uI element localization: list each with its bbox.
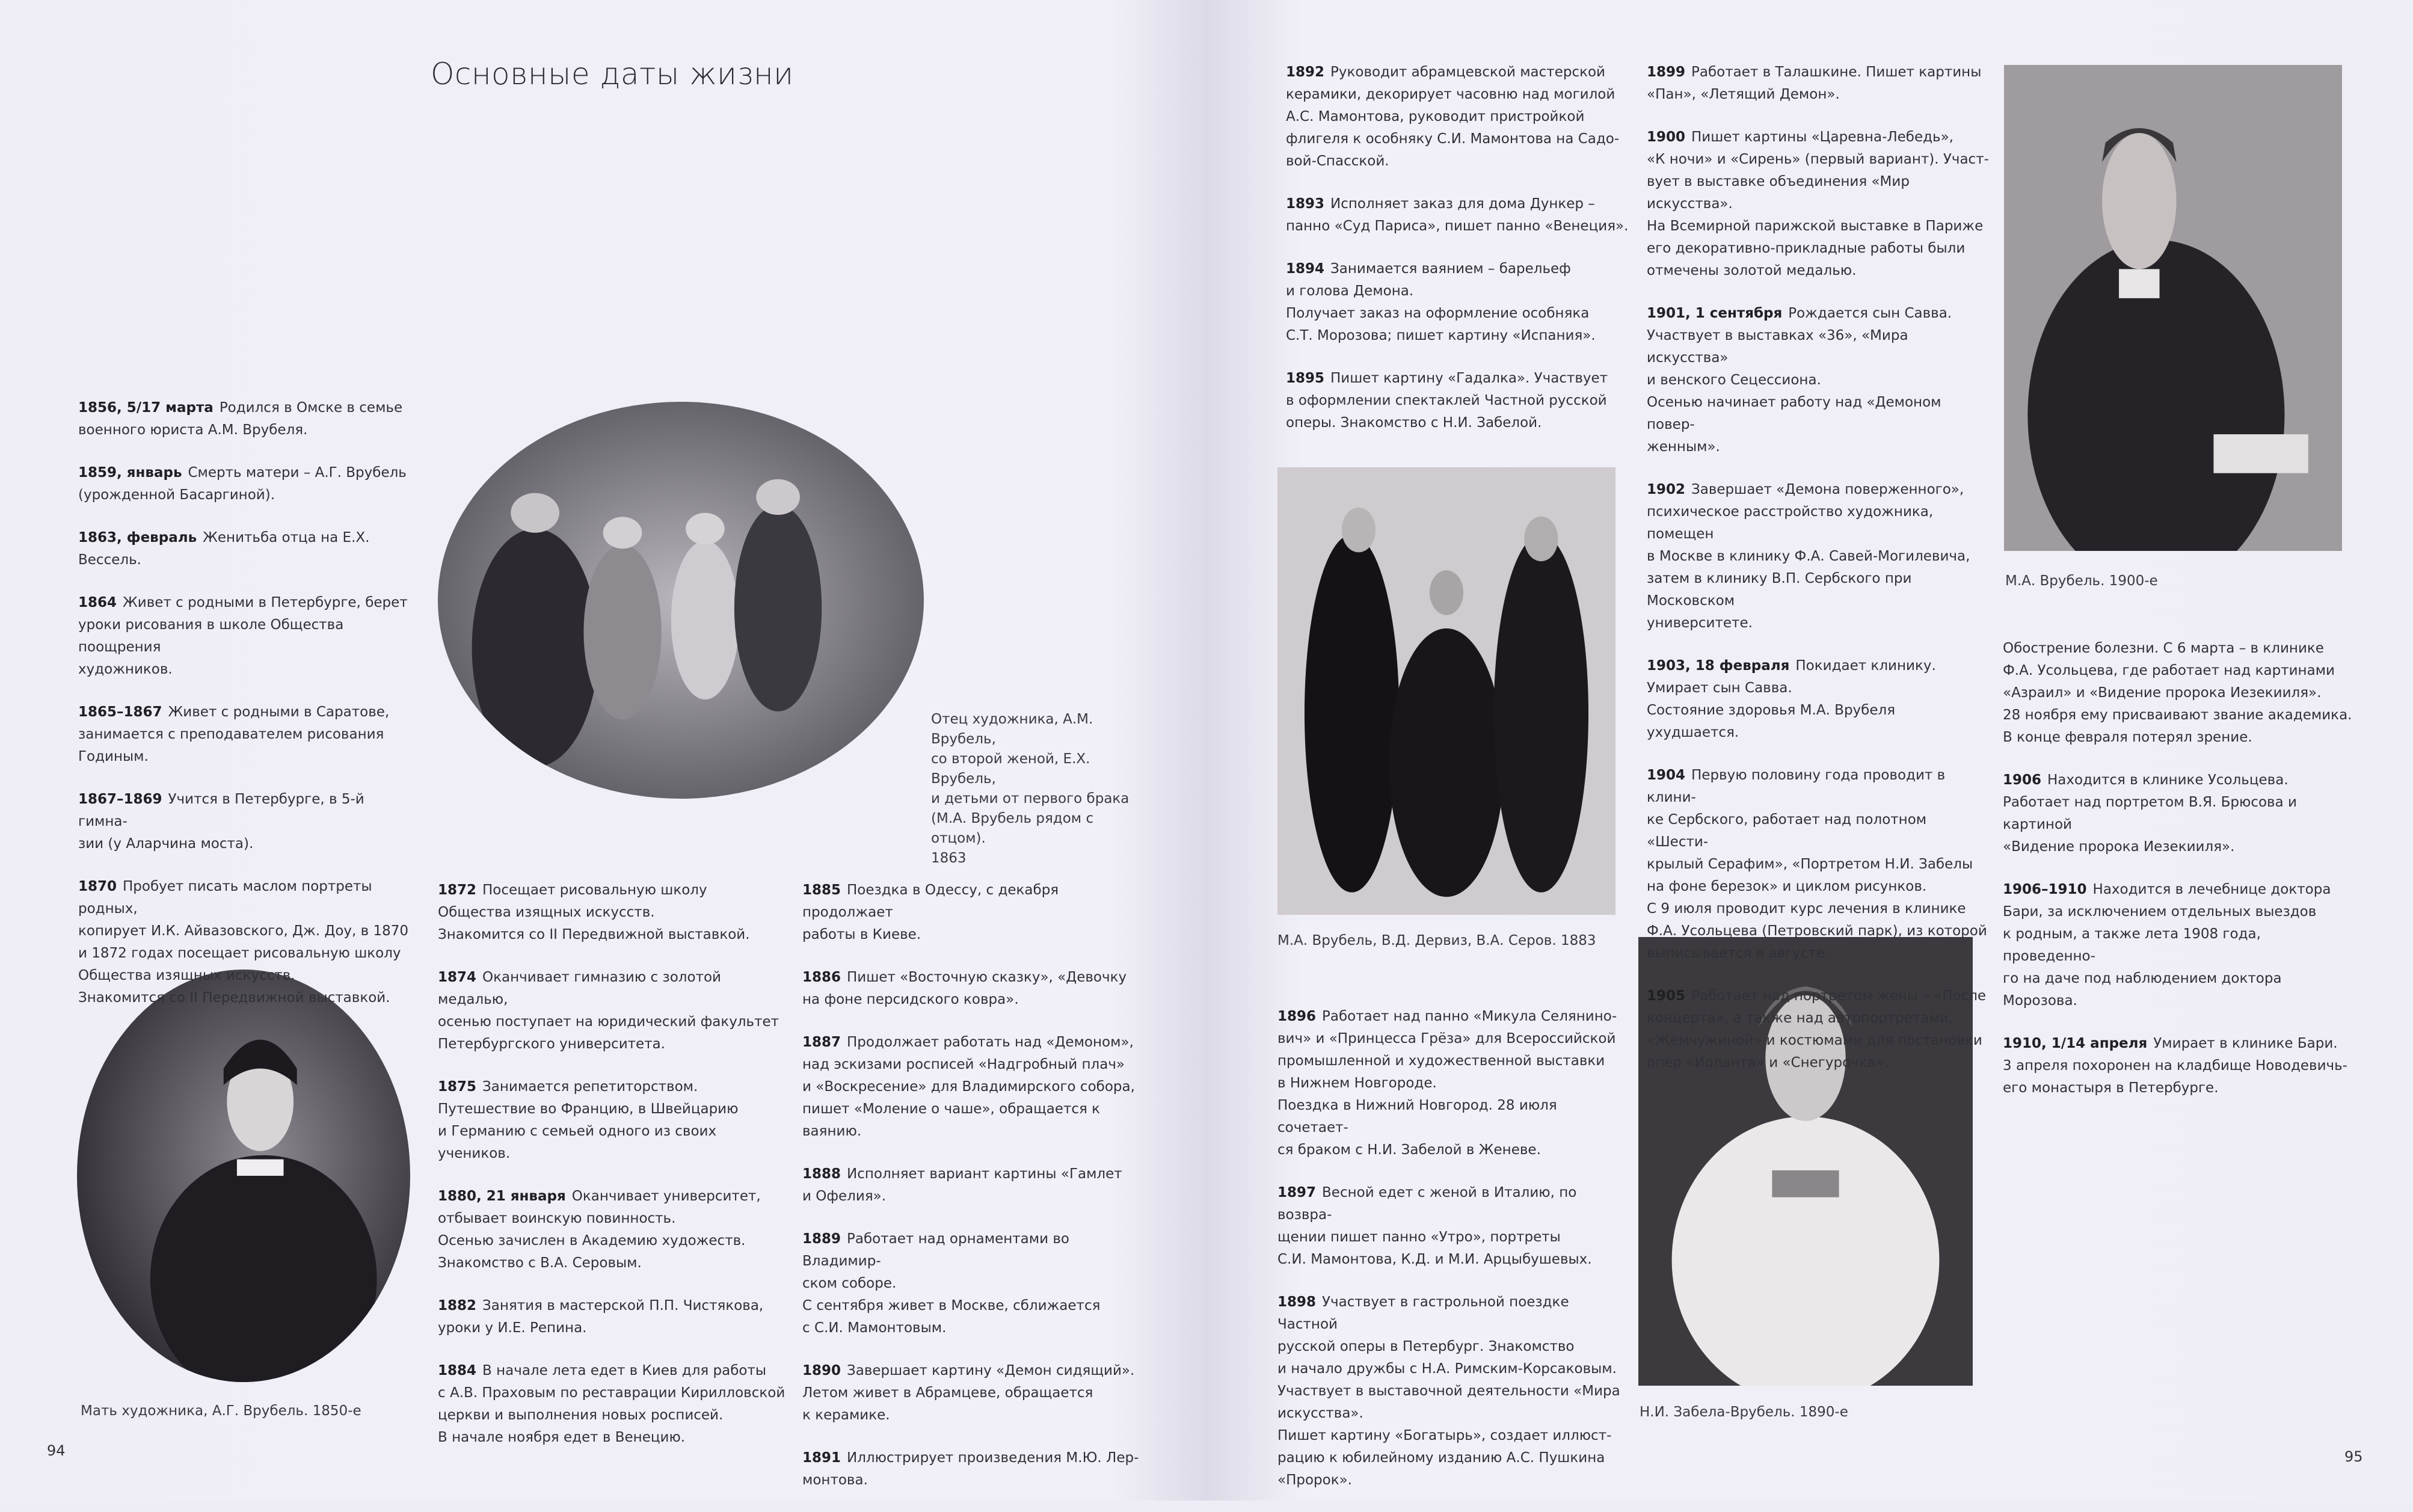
entry-text: Продолжает работать над «Демоном», над эскизами росписей «Надгробный плач» и «Воскресение» для Владимирского собора, пишет «Моление о чаше», обращается к ваянию. <box>802 1034 1135 1139</box>
timeline-entry <box>1647 655 1990 744</box>
entry-year: 1892 <box>1286 64 1325 80</box>
timeline-entry <box>78 527 415 571</box>
entry-year: 1902 <box>1647 482 1686 497</box>
entry-text: Находится в лечебнице доктора Бари, за исключением отдельных выездов к родным, а также лета 1908 года, проведенно- го на даче под наблюдением доктора Морозова. <box>2003 882 2331 1009</box>
entry-year: 1895 <box>1286 370 1325 386</box>
entry-year: 1894 <box>1286 261 1325 277</box>
entry-text: Работает над панно «Микула Селянино- вич» и «Принцесса Грёза» для Всероссийской промышленной и художественной выставки в Нижнем Новгороде. Поездка в Нижний Новгород. 28 июля сочетает- ся браком с Н.И. Забелой в Женеве. <box>1277 1009 1617 1158</box>
timeline-entry <box>2003 1033 2358 1099</box>
page-number-left: 94 <box>47 1442 66 1459</box>
entry-year: 1875 <box>438 1079 477 1095</box>
entry-text: Живет с родными в Петербурге, берет уроки рисования в школе Общества поощрения художников. <box>78 595 408 677</box>
family-photo <box>438 402 924 799</box>
entry-year: 1897 <box>1277 1185 1317 1200</box>
timeline-entry <box>1647 126 1990 282</box>
entry-text: Занимается ваянием – барельеф и голова Демона. Получает заказ на оформление особняка С.Т. Морозова; пишет картину «Испания». <box>1286 261 1596 343</box>
entry-year: 1884 <box>438 1363 477 1378</box>
entry-year: 1898 <box>1277 1294 1317 1310</box>
timeline-entry <box>78 462 415 506</box>
entry-text: Смерть матери – А.Г. Врубель (урожденной Басаргиной). <box>78 465 407 503</box>
timeline-entry <box>802 1447 1151 1492</box>
timeline-entry <box>1286 193 1635 238</box>
entry-text: Завершает картину «Демон сидящий». Летом живет в Абрамцеве, обращается к керамике. <box>802 1363 1135 1423</box>
entry-year: 1864 <box>78 595 117 610</box>
column-5 <box>1277 1006 1626 1512</box>
entry-year: 1874 <box>438 970 477 985</box>
timeline-entry <box>2003 879 2358 1012</box>
entry-year: 1867–1869 <box>78 791 162 807</box>
entry-year: 1886 <box>802 970 841 985</box>
timeline-entry <box>438 967 787 1056</box>
entry-year: 1910, 1/14 апреля <box>2003 1036 2148 1051</box>
timeline-entry <box>438 1076 787 1165</box>
timeline-entry <box>2003 769 2358 858</box>
entry-year: 1882 <box>438 1298 477 1314</box>
timeline-entry <box>78 592 415 681</box>
column-4 <box>1286 61 1635 455</box>
page-number-right: 95 <box>2344 1448 2363 1465</box>
timeline-entry <box>438 1295 787 1339</box>
timeline-entry <box>438 1360 787 1449</box>
entry-text: Исполняет вариант картины «Гамлет и Офелия». <box>802 1166 1122 1204</box>
timeline-entry <box>1647 764 1990 965</box>
entry-text: Занимается репетиторством. Путешествие во Францию, в Швейцарию и Германию с семьей одного из своих учеников. <box>438 1079 739 1161</box>
entry-text: Участвует в гастрольной поездке Частной русской оперы в Петербург. Знакомство и начало дружбы с Н.А. Римским-Корсаковым. Участвует в выставочной деятельности «Мира искусства». Пишет картину «Богатырь», создает иллюст- рацию к юбилейному изданию А.С. Пушкина «Пророк». <box>1277 1294 1620 1488</box>
timeline-entry <box>78 876 415 1009</box>
entry-year: 1872 <box>438 882 477 898</box>
timeline-entry <box>1647 61 1990 106</box>
timeline-entry <box>802 967 1151 1011</box>
entry-text: Занятия в мастерской П.П. Чистякова, уроки у И.Е. Репина. <box>438 1298 764 1336</box>
zabela-photo-caption: Н.И. Забела-Врубель. 1890-е <box>1640 1404 1848 1420</box>
entry-text: Пишет картину «Гадалка». Участвует в оформлении спектаклей Частной русской оперы. Знакомство с Н.И. Забелой. <box>1286 370 1608 431</box>
entry-year: 1896 <box>1277 1009 1317 1024</box>
entry-year: 1890 <box>802 1363 841 1378</box>
entry-text: Работает над портретом жены – «После концерта», а также над автопортретами, «Жемчужиной» и костюмами для постановки опер «Иоланта» и «Снегурочка». <box>1647 988 1987 1071</box>
timeline-entry <box>1277 1006 1626 1161</box>
vrubel-photo <box>2004 65 2342 551</box>
entry-text: Находится в клинике Усольцева. Работает над портретом В.Я. Брюсова и картиной «Видение пророка Иезекииля». <box>2003 772 2297 855</box>
timeline-entry <box>78 788 415 855</box>
entry-year: 1865–1867 <box>78 704 162 720</box>
entry-year: 1893 <box>1286 196 1325 212</box>
entry-year: 1906 <box>2003 772 2042 788</box>
entry-text: Покидает клинику. Умирает сын Савва. Состояние здоровья М.А. Врубеля ухудшается. <box>1647 658 1936 740</box>
entry-text: Исполняет заказ для дома Дункер – панно «Суд Париса», пишет панно «Венеция». <box>1286 196 1629 234</box>
entry-text: Завершает «Демона поверженного», психическое расстройство художника, помещен в Москве в клинику Ф.А. Савей-Могилевича, затем в клинику В.П. Сербского при Московском университете. <box>1647 482 1970 631</box>
timeline-entry <box>78 701 415 768</box>
entry-text: Оканчивает университет, отбывает воинскую повинность. Осенью зачислен в Академию художеств. Знакомство с В.А. Серовым. <box>438 1188 761 1271</box>
entry-text: Пробует писать маслом портреты родных, копирует И.К. Айвазовского, Дж. Доу, в 1870 и 1872 годах посещает рисовальную школу Общества изящных искусств. Знакомится со II Передвижной выставкой. <box>78 879 409 1006</box>
entry-year: 1859, январь <box>78 465 182 481</box>
entry-text: Пишет картины «Царевна-Лебедь», «К ночи» и «Сирень» (первый вариант). Участ- вует в выставке объединения «Мир искусства». На Всемирной парижской выставке в Париже его декоративно-прикладные работы были отмечены золотой медалью. <box>1647 129 1989 278</box>
entry-text: В начале лета едет в Киев для работы с А.В. Праховым по реставрации Кирилловской церкви и выполнения новых росписей. В начале ноября едет в Венецию. <box>438 1363 785 1445</box>
timeline-entry <box>802 1163 1151 1208</box>
mother-photo <box>77 970 410 1382</box>
timeline-entry <box>1286 367 1635 434</box>
entry-year: 1880, 21 января <box>438 1188 566 1204</box>
entry-year: 1888 <box>802 1166 841 1182</box>
timeline-entry <box>438 1185 787 1274</box>
entry-text: Работает над орнаментами во Владимир- ском соборе. С сентября живет в Москве, сближается с С.И. Мамонтовым. <box>802 1231 1101 1336</box>
entry-text: Женитьба отца на Е.Х. Вессель. <box>78 530 370 568</box>
timeline-entry <box>1286 61 1635 173</box>
timeline-entry <box>438 879 787 946</box>
entry-text: Весной едет с женой в Италию, по возвра- щении пишет панно «Утро», портреты С.И. Мамонтова, К.Д. и М.И. Арцыбушевых. <box>1277 1185 1592 1267</box>
entry-year: 1863, февраль <box>78 530 197 545</box>
entry-year: 1870 <box>78 879 117 894</box>
entry-text: Рождается сын Савва. Участвует в выставках «36», «Мира искусства» и венского Сецессиона. Осенью начинает работу над «Демоном повер- женным». <box>1647 306 1952 455</box>
entry-year: 1905 <box>1647 988 1686 1004</box>
entry-text: Умирает в клинике Бари. 3 апреля похоронен на кладбище Новодевичь- его монастыря в Петербурге. <box>2003 1036 2347 1096</box>
mother-photo-caption: Мать художника, А.Г. Врубель. 1850-е <box>81 1403 361 1419</box>
entry-text: Оканчивает гимназию с золотой медалью, осенью поступает на юридический факультет Петербургского университета. <box>438 970 779 1052</box>
timeline-entry <box>802 879 1151 946</box>
timeline-entry <box>802 1360 1151 1427</box>
entry-text: Работает в Талашкине. Пишет картины «Пан», «Летящий Демон». <box>1647 64 1982 102</box>
family-photo-caption: Отец художника, А.М. Врубель, со второй женой, Е.Х. Врубель, и детьми от первого брака (М.А. Врубель рядом с отцом). 1863 <box>931 711 1130 866</box>
column-3 <box>802 879 1151 1512</box>
column-6 <box>1647 61 1990 1095</box>
entry-year: 1906–1910 <box>2003 882 2087 897</box>
column-7 <box>2003 638 2358 1120</box>
timeline-entry <box>1647 479 1990 635</box>
entry-text: Учится в Петербурге, в 5-й гимна- зии (у Аларчина моста). <box>78 791 364 852</box>
entry-text: Иллюстрирует произведения М.Ю. Лер- монтова. <box>802 1450 1139 1488</box>
entry-text: Первую половину года проводит в клини- ке Сербского, работает над полотном «Шести- крылый Серафим», «Портретом Н.И. Забелы на фоне березок» и циклом рисунков. С 9 июля проводит курс лечения в клинике Ф.А. Усольцева (Петровский парк), из которой выписывается в августе. <box>1647 767 1987 961</box>
vrubel-photo-caption: М.А. Врубель. 1900-е <box>2005 573 2158 589</box>
entry-text: Живет с родными в Саратове, занимается с преподавателем рисования Годиным. <box>78 704 390 764</box>
entry-year: 1889 <box>802 1231 841 1247</box>
trio-photo <box>1277 467 1615 915</box>
column-1 <box>78 397 415 1030</box>
column-2 <box>438 879 787 1469</box>
timeline-entry <box>1277 1182 1626 1271</box>
entry-year: 1856, 5/17 марта <box>78 400 214 416</box>
entry-year: 1887 <box>802 1034 841 1050</box>
entry-text: Посещает рисовальную школу Общества изящных искусств. Знакомится со II Передвижной выставкой. <box>438 882 750 942</box>
trio-photo-caption: М.А. Врубель, В.Д. Дервиз, В.А. Серов. 1883 <box>1277 933 1596 948</box>
entry-year: 1900 <box>1647 129 1686 145</box>
entry-year: 1901, 1 сентября <box>1647 306 1783 321</box>
entry-year: 1885 <box>802 882 841 898</box>
entry-text: Руководит абрамцевской мастерской керамики, декорирует часовню над могилой А.С. Мамонтова, руководит пристройкой флигеля к особняку С.И. Мамонтова на Садо- вой-Спасской. <box>1286 64 1620 169</box>
entry-text: Пишет «Восточную сказку», «Девочку на фоне персидского ковра». <box>802 970 1127 1007</box>
timeline-entry-continued: Обострение болезни. С 6 марта – в клинике Ф.А. Усольцева, где работает над картинами «Азраил» и «Видение пророка Иезекииля». 28 ноября ему присваивают звание академика. В конце февраля потерял зрение. <box>2003 641 2352 745</box>
entry-year: 1899 <box>1647 64 1686 80</box>
entry-text: Родился в Омске в семье военного юриста А.М. Врубеля. <box>78 400 403 438</box>
timeline-entry <box>1277 1291 1626 1492</box>
timeline-entry <box>802 1031 1151 1143</box>
timeline-entry <box>78 397 415 441</box>
entry-year: 1904 <box>1647 767 1686 783</box>
entry-year: 1891 <box>802 1450 841 1466</box>
timeline-entry <box>1647 303 1990 458</box>
timeline-entry <box>802 1228 1151 1339</box>
entry-text: Поездка в Одессу, с декабря продолжает работы в Киеве. <box>802 882 1059 942</box>
timeline-entry <box>1286 258 1635 347</box>
timeline-entry <box>1647 985 1990 1074</box>
entry-year: 1903, 18 февраля <box>1647 658 1790 674</box>
page-title: Основные даты жизни <box>431 57 794 91</box>
